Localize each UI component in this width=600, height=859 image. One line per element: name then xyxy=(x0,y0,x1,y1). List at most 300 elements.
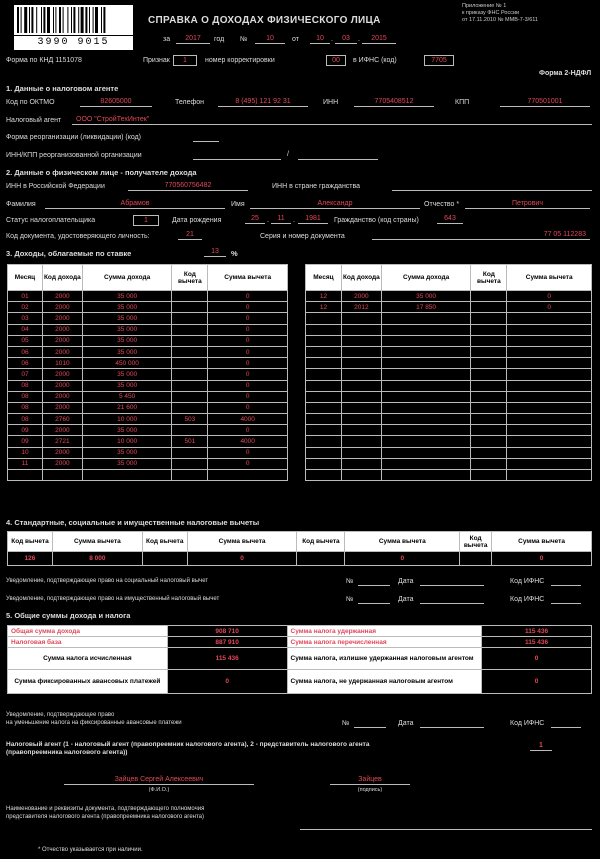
table-cell: 0 xyxy=(208,358,288,369)
barcode-icon xyxy=(17,7,130,33)
table-cell: 03 xyxy=(8,313,43,324)
table-cell: 08 xyxy=(8,380,43,391)
barcode-bar xyxy=(17,7,19,33)
barcode-bar xyxy=(95,7,98,33)
table-cell: 02 xyxy=(8,302,43,313)
agent-name-value: ООО "СтройТехИнтек" xyxy=(72,115,192,125)
table-cell: 0 xyxy=(208,369,288,380)
table-cell: 35 000 xyxy=(82,291,172,302)
table-cell: 4000 xyxy=(208,436,288,447)
table-cell xyxy=(381,425,471,436)
table-cell: 21 600 xyxy=(82,402,172,413)
table-cell xyxy=(381,358,471,369)
table-cell xyxy=(172,358,208,369)
table-cell xyxy=(341,324,381,335)
table-cell xyxy=(306,358,342,369)
table-cell xyxy=(306,414,342,425)
table-cell: 0 xyxy=(208,447,288,458)
table-cell: 12 xyxy=(306,291,342,302)
agent-kpp-value: 770501001 xyxy=(500,97,590,107)
table-header-cell: Сумма вычета xyxy=(52,532,142,552)
table-cell: 0 xyxy=(208,425,288,436)
income-row xyxy=(8,414,288,425)
income-table-right xyxy=(305,264,592,481)
table-cell xyxy=(381,402,471,413)
income-row-empty xyxy=(306,470,592,481)
table-cell xyxy=(306,313,342,324)
table-header-cell: Код вычета xyxy=(471,265,507,291)
table-cell: 0 xyxy=(208,324,288,335)
table-cell: 06 xyxy=(8,358,43,369)
table-cell xyxy=(507,391,592,402)
barcode-bar xyxy=(67,7,68,33)
section-2-title: 2. Данные о физическом лице - получателе дохода xyxy=(6,168,197,177)
section-5-title: 5. Общие суммы дохода и налога xyxy=(6,611,131,620)
birth-day: 25 xyxy=(245,214,265,224)
table-cell: 17 850 xyxy=(381,302,471,313)
table-cell xyxy=(471,470,507,481)
table-cell xyxy=(471,447,507,458)
table-cell xyxy=(471,391,507,402)
table-cell xyxy=(471,313,507,324)
table-cell xyxy=(172,458,208,469)
table-cell xyxy=(507,380,592,391)
table-cell xyxy=(507,335,592,346)
table-cell xyxy=(172,346,208,357)
table-cell xyxy=(306,380,342,391)
barcode-bar xyxy=(78,7,79,33)
table-header-cell: Сумма вычета xyxy=(187,532,297,552)
table-cell xyxy=(471,291,507,302)
footnote: * Отчество указывается при наличии. xyxy=(38,847,143,853)
table-cell xyxy=(172,391,208,402)
date-day: 10 xyxy=(310,34,330,44)
income-row xyxy=(8,324,288,335)
table-cell xyxy=(507,414,592,425)
person-inn-value: 770560756482 xyxy=(128,181,248,191)
table-cell xyxy=(471,346,507,357)
table-cell xyxy=(172,470,208,481)
table-cell xyxy=(306,447,342,458)
table-cell: 35 000 xyxy=(82,324,172,335)
barcode-bar xyxy=(89,7,90,33)
excess-value: 0 xyxy=(482,648,592,670)
table-cell xyxy=(172,425,208,436)
table-cell: 0 xyxy=(492,552,592,566)
barcode-bar xyxy=(36,7,37,33)
table-header-cell: Сумма вычета xyxy=(507,265,592,291)
table-cell xyxy=(306,335,342,346)
table-cell: 0 xyxy=(187,552,297,566)
table-cell: 0 xyxy=(208,402,288,413)
table-cell: 501 xyxy=(172,436,208,447)
table-header-cell: Сумма дохода xyxy=(82,265,172,291)
barcode-bar xyxy=(41,7,42,33)
table-cell: 06 xyxy=(8,346,43,357)
barcode-number: 3990 9015 xyxy=(14,36,133,50)
table-cell: 05 xyxy=(8,335,43,346)
income-row xyxy=(8,358,288,369)
table-cell: 0 xyxy=(208,291,288,302)
table-cell xyxy=(471,458,507,469)
table-cell: 2000 xyxy=(42,324,82,335)
tax-base-value: 887 910 xyxy=(167,637,287,648)
table-cell: 35 000 xyxy=(82,458,172,469)
table-cell xyxy=(381,369,471,380)
table-cell: 2000 xyxy=(42,458,82,469)
income-row-empty xyxy=(8,470,288,481)
table-cell: 0 xyxy=(507,291,592,302)
table-cell xyxy=(507,436,592,447)
table-header-cell: Код вычета xyxy=(297,532,345,552)
barcode-bar xyxy=(71,7,72,33)
table-cell xyxy=(306,470,342,481)
date-month: 03 xyxy=(335,34,357,44)
income-row xyxy=(8,447,288,458)
table-cell: 35 000 xyxy=(82,369,172,380)
table-cell: 503 xyxy=(172,414,208,425)
table-cell xyxy=(172,447,208,458)
table-cell xyxy=(172,335,208,346)
not-withheld-value: 0 xyxy=(482,670,592,694)
table-header-cell: Код вычета xyxy=(460,532,492,552)
form-label: Форма 2-НДФЛ xyxy=(539,70,592,77)
tax-withheld-value: 115 436 xyxy=(482,626,592,637)
table-cell xyxy=(471,358,507,369)
table-header-cell: Код дохода xyxy=(42,265,82,291)
deductions-header-row xyxy=(8,532,592,552)
income-row-empty xyxy=(306,425,592,436)
table-cell: 0 xyxy=(208,458,288,469)
barcode-bar xyxy=(59,7,61,33)
table-cell xyxy=(471,425,507,436)
table-header-cell: Сумма вычета xyxy=(492,532,592,552)
table-header-cell: Код дохода xyxy=(341,265,381,291)
barcode-bar xyxy=(24,7,27,33)
table-cell xyxy=(471,335,507,346)
table-cell xyxy=(42,470,82,481)
table-cell: 2000 xyxy=(42,391,82,402)
table-cell: 450 000 xyxy=(82,358,172,369)
name-value: Александр xyxy=(250,199,420,209)
citizen-value: 643 xyxy=(437,214,463,224)
totals-table: Общая сумма дохода 908 710 Сумма налога удержанная 115 436 Налоговая база 887 910 Сумма налога перечисленная 115 436 Сумма налога исчисленная 115 436 Сумма налога, излишне удержанная налоговым агентом 0 Сумма фиксированных авансовых платежей 0 Сумма налога, не удержанная налоговым агентом 0 xyxy=(7,625,592,694)
table-cell xyxy=(507,324,592,335)
table-cell xyxy=(381,380,471,391)
income-row-empty xyxy=(306,458,592,469)
table-cell: 0 xyxy=(208,313,288,324)
table-header-cell: Месяц xyxy=(8,265,43,291)
doc-series-value: 77 05 112283 xyxy=(372,230,590,240)
table-cell xyxy=(172,380,208,391)
table-cell xyxy=(306,391,342,402)
table-cell: 09 xyxy=(8,436,43,447)
table-cell: 10 000 xyxy=(82,414,172,425)
table-cell xyxy=(507,470,592,481)
table-cell xyxy=(341,335,381,346)
income-row-empty xyxy=(306,369,592,380)
income-row-empty xyxy=(306,380,592,391)
barcode-bar xyxy=(101,7,102,33)
patronymic-value: Петрович xyxy=(465,199,590,209)
income-row xyxy=(8,436,288,447)
table-cell: 126 xyxy=(8,552,53,566)
income-row xyxy=(8,369,288,380)
table-cell xyxy=(341,346,381,357)
barcode-bar xyxy=(93,7,94,33)
table-cell: 35 000 xyxy=(82,447,172,458)
number-value: 10 xyxy=(255,34,285,44)
table-header-cell: Месяц xyxy=(306,265,342,291)
table-cell xyxy=(172,313,208,324)
barcode-bar xyxy=(73,7,75,33)
table-cell: 08 xyxy=(8,402,43,413)
table-cell xyxy=(341,425,381,436)
table-cell xyxy=(306,402,342,413)
barcode-bar xyxy=(85,7,87,33)
table-cell: 2000 xyxy=(42,313,82,324)
signature: Зайцев xyxy=(330,775,410,785)
agent-inn-value: 7705408512 xyxy=(354,97,434,107)
table-cell xyxy=(341,458,381,469)
income-row-empty xyxy=(306,447,592,458)
table-cell xyxy=(341,470,381,481)
table-cell xyxy=(507,369,592,380)
table-cell: 12 xyxy=(306,302,342,313)
table-cell xyxy=(507,358,592,369)
knd-label: Форма по КНД 1151078 xyxy=(6,57,82,64)
table-cell xyxy=(381,335,471,346)
income-row xyxy=(8,302,288,313)
barcode-bar xyxy=(47,7,50,33)
income-row-empty xyxy=(306,313,592,324)
table-cell xyxy=(172,324,208,335)
income-row xyxy=(306,302,592,313)
signer-name: Зайцев Сергей Алексеевич xyxy=(64,775,254,785)
table-cell: 11 xyxy=(8,458,43,469)
table-cell: 0 xyxy=(208,346,288,357)
doc-code-value: 21 xyxy=(178,230,202,240)
barcode-bar xyxy=(81,7,84,33)
oktmo-value: 82605000 xyxy=(80,97,152,107)
barcode-bar xyxy=(103,7,105,33)
table-cell: 35 000 xyxy=(82,380,172,391)
deductions-table xyxy=(7,531,592,566)
table-cell xyxy=(381,470,471,481)
table-cell xyxy=(471,402,507,413)
table-cell: 2000 xyxy=(42,402,82,413)
table-cell: 0 xyxy=(345,552,460,566)
tax-calc-value: 115 436 xyxy=(167,648,287,670)
table-cell xyxy=(507,402,592,413)
income-row-empty xyxy=(306,414,592,425)
table-header-cell: Сумма дохода xyxy=(381,265,471,291)
table-cell: 09 xyxy=(8,425,43,436)
table-cell: 01 xyxy=(8,291,43,302)
table-cell: 0 xyxy=(208,335,288,346)
barcode-bar xyxy=(43,7,45,33)
total-income-value: 908 710 xyxy=(167,626,287,637)
income-header-row xyxy=(306,265,592,291)
table-cell xyxy=(306,425,342,436)
table-cell: 0 xyxy=(208,391,288,402)
table-cell: 35 000 xyxy=(82,335,172,346)
table-cell xyxy=(471,436,507,447)
table-cell xyxy=(142,552,187,566)
table-cell xyxy=(172,369,208,380)
barcode-bar xyxy=(21,7,22,33)
table-cell xyxy=(172,302,208,313)
table-cell xyxy=(8,470,43,481)
income-row-empty xyxy=(306,402,592,413)
table-cell: 2000 xyxy=(341,291,381,302)
table-cell: 2000 xyxy=(42,291,82,302)
table-cell xyxy=(341,447,381,458)
table-cell xyxy=(82,470,172,481)
table-cell xyxy=(172,291,208,302)
income-row-empty xyxy=(306,346,592,357)
table-cell: 2000 xyxy=(42,447,82,458)
table-cell: 2000 xyxy=(42,335,82,346)
table-cell xyxy=(306,436,342,447)
table-cell xyxy=(341,380,381,391)
date-year: 2015 xyxy=(362,34,396,44)
table-cell: 2000 xyxy=(42,302,82,313)
table-cell xyxy=(507,346,592,357)
barcode-bar xyxy=(63,7,64,33)
table-cell: 2760 xyxy=(42,414,82,425)
ifns-value: 7705 xyxy=(424,55,454,66)
income-header-row xyxy=(8,265,288,291)
rate-value: 13 xyxy=(204,247,226,257)
table-cell xyxy=(460,552,492,566)
table-cell: 8 000 xyxy=(52,552,142,566)
phone-value: 8 (495) 121 92 31 xyxy=(218,97,308,107)
table-cell xyxy=(471,369,507,380)
table-cell: 4000 xyxy=(208,414,288,425)
sign-value: 1 xyxy=(173,55,197,66)
table-cell: 04 xyxy=(8,324,43,335)
barcode-bar xyxy=(29,7,30,33)
table-cell: 08 xyxy=(8,414,43,425)
table-cell xyxy=(341,358,381,369)
table-cell xyxy=(381,324,471,335)
table-cell: 08 xyxy=(8,391,43,402)
income-row-empty xyxy=(306,358,592,369)
table-cell xyxy=(507,458,592,469)
table-cell: 2012 xyxy=(341,302,381,313)
table-cell xyxy=(381,346,471,357)
table-cell: 0 xyxy=(507,302,592,313)
table-cell: 2000 xyxy=(42,425,82,436)
table-cell: 35 000 xyxy=(82,425,172,436)
table-cell: 1010 xyxy=(42,358,82,369)
table-cell xyxy=(341,313,381,324)
page-title: СПРАВКА О ДОХОДАХ ФИЗИЧЕСКОГО ЛИЦА xyxy=(148,15,381,26)
table-header-cell: Код вычета xyxy=(8,532,53,552)
table-cell xyxy=(471,302,507,313)
section-1-title: 1. Данные о налоговом агенте xyxy=(6,84,119,93)
table-cell xyxy=(381,458,471,469)
barcode xyxy=(14,5,133,35)
fixed-value: 0 xyxy=(167,670,287,694)
table-header-cell: Сумма вычета xyxy=(345,532,460,552)
table-cell xyxy=(381,414,471,425)
income-row xyxy=(306,291,592,302)
table-cell xyxy=(306,324,342,335)
income-table-left xyxy=(7,264,288,481)
year-value: 2017 xyxy=(176,34,210,44)
income-row xyxy=(8,402,288,413)
barcode-bar xyxy=(53,7,54,33)
table-cell: 0 xyxy=(208,380,288,391)
table-cell xyxy=(471,414,507,425)
table-cell: 10 xyxy=(8,447,43,458)
table-cell xyxy=(507,447,592,458)
agent-type-label: Налоговый агент (1 - налоговый агент (правопреемник налогового агента), 2 - представитель налогового агента (правопреемника налогового агента)) xyxy=(6,741,370,756)
table-cell xyxy=(381,436,471,447)
income-row xyxy=(8,335,288,346)
table-cell xyxy=(306,369,342,380)
section-4-title: 4. Стандартные, социальные и имущественные налоговые вычеты xyxy=(6,518,260,527)
table-cell: 35 000 xyxy=(381,291,471,302)
table-cell xyxy=(341,369,381,380)
income-row xyxy=(8,313,288,324)
table-cell xyxy=(381,447,471,458)
table-cell xyxy=(172,402,208,413)
surname-value: Абрамов xyxy=(45,199,225,209)
table-cell xyxy=(507,313,592,324)
income-row xyxy=(8,346,288,357)
table-cell: 5 450 xyxy=(82,391,172,402)
table-cell: 2000 xyxy=(42,369,82,380)
section-3-title: 3. Доходы, облагаемые по ставке xyxy=(6,249,132,258)
income-row-empty xyxy=(306,391,592,402)
table-header-cell: Код вычета xyxy=(142,532,187,552)
status-value: 1 xyxy=(133,215,159,226)
table-cell xyxy=(507,425,592,436)
birth-year: 1981 xyxy=(298,214,328,224)
table-cell: 2000 xyxy=(42,380,82,391)
table-cell xyxy=(471,324,507,335)
table-cell xyxy=(341,414,381,425)
deductions-row xyxy=(8,552,592,566)
barcode-bar xyxy=(55,7,56,33)
income-row xyxy=(8,425,288,436)
table-cell: 0 xyxy=(208,302,288,313)
income-row xyxy=(8,458,288,469)
table-cell xyxy=(306,458,342,469)
table-cell: 07 xyxy=(8,369,43,380)
table-cell: 35 000 xyxy=(82,346,172,357)
income-row xyxy=(8,391,288,402)
corr-value: 00 xyxy=(326,55,346,66)
agent-type-value: 1 xyxy=(530,741,552,751)
table-cell: 35 000 xyxy=(82,313,172,324)
income-row-empty xyxy=(306,436,592,447)
income-row xyxy=(8,380,288,391)
income-row xyxy=(8,291,288,302)
table-cell xyxy=(341,436,381,447)
table-cell: 2721 xyxy=(42,436,82,447)
table-cell: 2000 xyxy=(42,346,82,357)
table-header-cell: Сумма вычета xyxy=(208,265,288,291)
income-row-empty xyxy=(306,335,592,346)
table-cell xyxy=(341,391,381,402)
table-cell xyxy=(381,391,471,402)
table-cell xyxy=(471,380,507,391)
table-header-cell: Код вычета xyxy=(172,265,208,291)
